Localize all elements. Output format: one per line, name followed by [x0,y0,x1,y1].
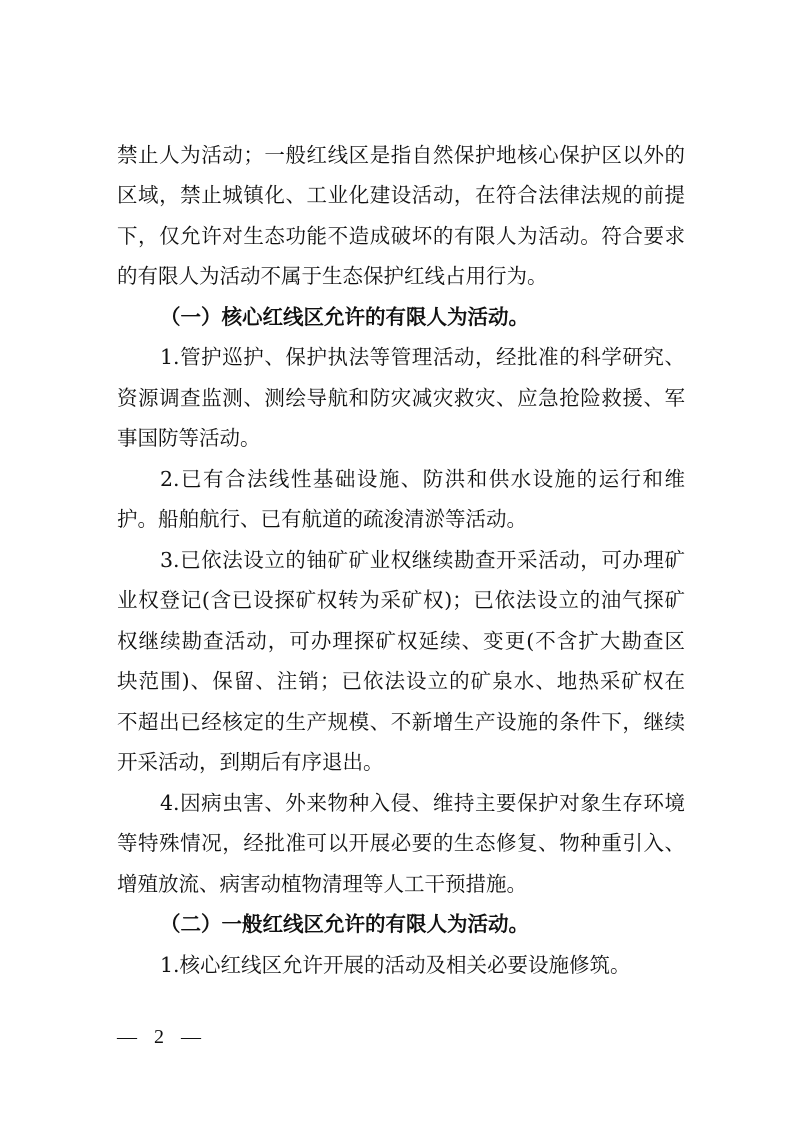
paragraph-line: 等特殊情况，经批准可以开展必要的生态修复、物种重引入、 [117,831,685,855]
paragraph-line: 4.因病虫害、外来物种入侵、维持主要保护对象生存环境 [160,791,685,815]
paragraph-line: 2.已有合法线性基础设施、防洪和供水设施的运行和维 [160,467,685,491]
paragraph-line: 3.已依法设立的铀矿矿业权继续勘查开采活动，可办理矿 [160,548,685,572]
paragraph-line: 不超出已经核定的生产规模、不新增生产设施的条件下，继续 [117,710,685,734]
paragraph-line: 块范围)、保留、注销；已依法设立的矿泉水、地热采矿权在 [117,669,685,693]
paragraph-line: 护。船舶航行、已有航道的疏浚清淤等活动。 [117,507,527,531]
paragraph-line: 事国防等活动。 [117,426,261,450]
paragraph-line: 的有限人为活动不属于生态保护红线占用行为。 [117,264,548,288]
paragraph-line: 开采活动，到期后有序退出。 [117,750,384,774]
paragraph-line: 下，仅允许对生态功能不造成破坏的有限人为活动。符合要求 [117,224,685,248]
paragraph-line: 资源调查监测、测绘导航和防灾减灾救灾、应急抢险救援、军 [117,386,685,410]
section-heading: （一）核心红线区允许的有限人为活动。 [160,305,529,329]
paragraph-line: 权继续勘查活动，可办理探矿权延续、变更(不含扩大勘查区 [117,629,685,653]
paragraph-line: 1.管护巡护、保护执法等管理活动，经批准的科学研究、 [160,345,685,369]
section-heading: （二）一般红线区允许的有限人为活动。 [160,912,529,936]
paragraph-line: 区域，禁止城镇化、工业化建设活动，在符合法律法规的前提 [117,183,685,207]
page-number: — 2 — [117,1026,207,1048]
paragraph-line: 增殖放流、病害动植物清理等人工干预措施。 [117,872,527,896]
paragraph-line: 业权登记(含已设探矿权转为采矿权)；已依法设立的油气探矿 [117,588,685,612]
paragraph-line: 1.核心红线区允许开展的活动及相关必要设施修筑。 [160,953,631,977]
paragraph-line: 禁止人为活动；一般红线区是指自然保护地核心保护区以外的 [117,143,685,167]
